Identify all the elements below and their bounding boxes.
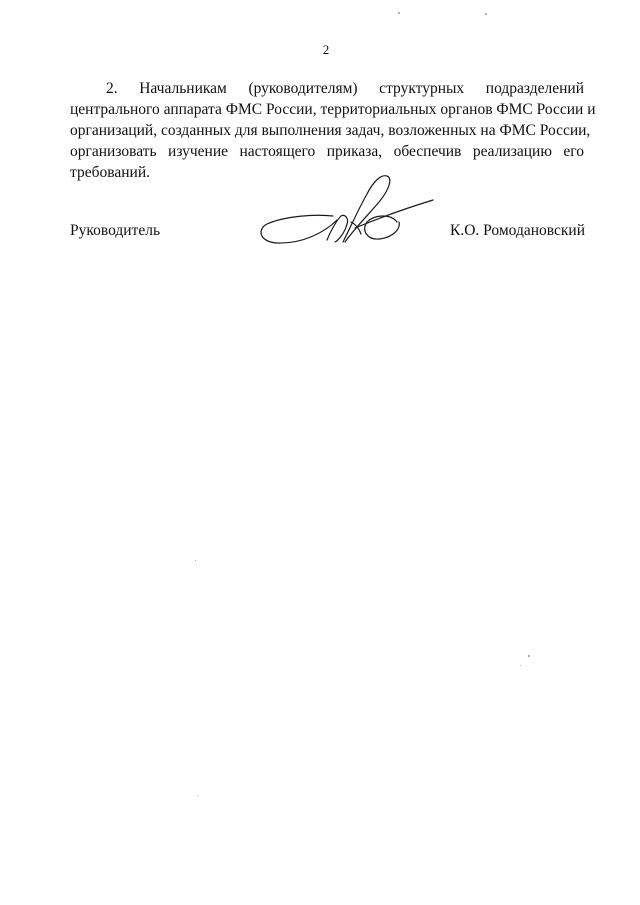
signature-block	[70, 170, 585, 260]
page-number: 2	[322, 42, 330, 57]
paragraph-item-2	[70, 78, 596, 183]
scan-speck	[485, 13, 487, 15]
paragraph-line: 2. Начальникам (руководителям) структурных подразделений	[106, 80, 584, 97]
signer-position: Руководитель	[70, 222, 161, 239]
scan-speck	[520, 665, 521, 666]
paragraph-line: организовать изучение настоящего приказа, обеспечив реализацию его	[70, 143, 584, 160]
signer-name: К.О. Ромодановский	[450, 222, 585, 239]
paragraph-line: организаций, созданных для выполнения задач, возложенных на ФМС России,	[70, 122, 591, 139]
handwritten-signature	[255, 170, 435, 250]
paragraph-line: требований.	[70, 164, 150, 181]
scan-speck	[528, 655, 530, 657]
paragraph-line: центрального аппарата ФМС России, территориальных органов ФМС России и	[70, 101, 596, 118]
scan-speck	[197, 795, 198, 796]
scan-speck	[195, 560, 196, 561]
scan-speck	[398, 12, 400, 14]
